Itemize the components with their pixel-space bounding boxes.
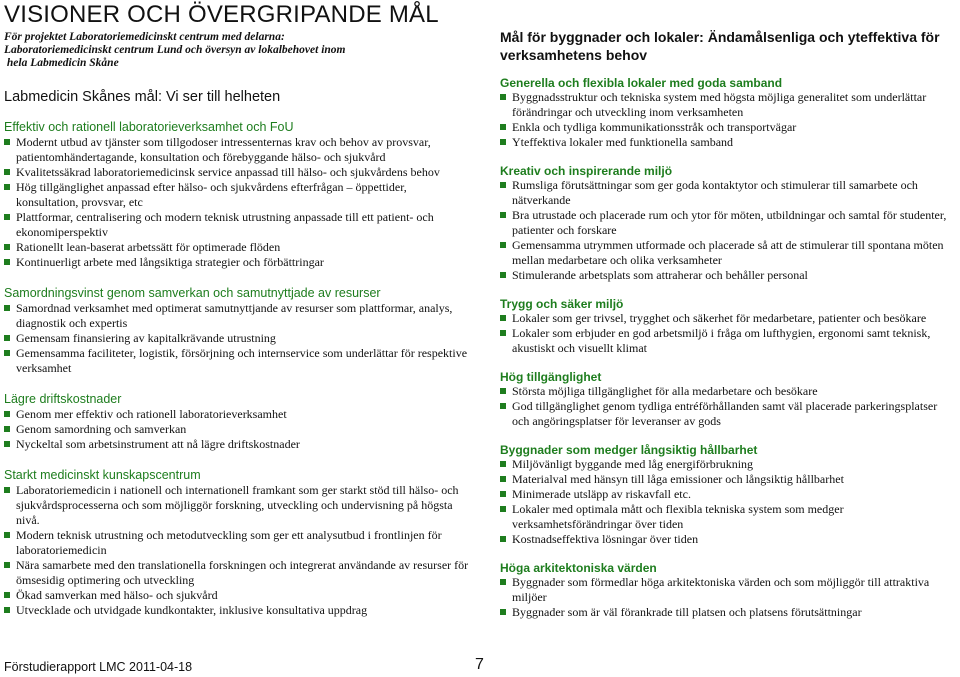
bullet-list [4,301,470,376]
list-item: Kostnadseffektiva lösningar över tiden [500,532,956,547]
list-item: Modern teknisk utrustning och metodutveckling som ger ett analysutbud i frontlinjen för laboratoriemedicin [4,528,470,558]
list-item: Materialval med hänsyn till låga emissioner och långsiktig hållbarhet [500,472,956,487]
left-column [4,88,470,634]
list-item: Rationellt lean-baserat arbetssätt för optimerade flöden [4,240,470,255]
list-item: Rumsliga förutsättningar som ger goda kontaktytor och stimulerar till samarbete och nätverkande [500,178,956,208]
section-heading: Hög tillgänglighet [500,370,602,384]
section-heading: Starkt medicinskt kunskapscentrum [4,468,201,482]
list-item: Hög tillgänglighet anpassad efter hälso- och sjukvårdens efterfrågan – öppettider, konsultation, provsvar, etc [4,180,470,210]
section-kreativ [500,164,956,283]
list-item: Kvalitetssäkrad laboratoriemedicinsk service anpassad till hälso- och sjukvårdens behov [4,165,470,180]
bullet-list [500,457,956,547]
list-item: Lokaler som ger trivsel, trygghet och säkerhet för medarbetare, patienter och besökare [500,311,956,326]
list-item: Samordnad verksamhet med optimerat samutnyttjande av resurser som plattformar, analys, diagnostik och expertis [4,301,470,331]
list-item: Nyckeltal som arbetsinstrument att nå lägre driftskostnader [4,437,470,452]
bullet-list [500,384,956,429]
list-item: Nära samarbete med den translationella forskningen och integrerat användande av resurser för ömsesidig optimering och utveckling [4,558,470,588]
section-effektiv [4,120,470,270]
bullet-list [500,575,956,620]
list-item: Byggnader som förmedlar höga arkitektoniska värden och som möjliggör till attraktiva miljöer [500,575,956,605]
bullet-list [4,407,470,452]
list-item: Ökad samverkan med hälso- och sjukvård [4,588,470,603]
subtitle-line: Laboratoriemedicinskt centrum Lund och översyn av lokalbehovet inom [4,44,346,56]
section-generella [500,76,956,150]
subtitle-line: För projektet Laboratoriemedicinskt centrum med delarna: [4,31,285,43]
list-item: Gemensamma faciliteter, logistik, försörjning och internservice som underlättar för respektive verksamhet [4,346,470,376]
list-item: Lokaler som erbjuder en god arbetsmiljö i fråga om lufthygien, ergonomi samt teknisk, akustiskt och visuellt klimat [500,326,956,356]
bullet-list [500,178,956,283]
bullet-list [4,135,470,270]
section-heading: Byggnader som medger långsiktig hållbarhet [500,443,758,457]
list-item: Modernt utbud av tjänster som tillgodoser intressenternas krav och behov av provsvar, patientomhändertagande, konsultation och förebyggande hälso- och sjukvård [4,135,470,165]
section-arkitektoniska [500,561,956,620]
list-item: Minimerade utsläpp av riskavfall etc. [500,487,956,502]
section-heading: Höga arkitektoniska värden [500,561,657,575]
list-item: Lokaler med optimala mått och flexibla tekniska system som medger verksamhetsförändringar över tiden [500,502,956,532]
list-item: Stimulerande arbetsplats som attraherar och behåller personal [500,268,956,283]
section-heading: Samordningsvinst genom samverkan och samutnyttjade av resurser [4,286,381,300]
right-column [500,28,956,634]
section-hallbarhet [500,443,956,547]
section-heading: Generella och flexibla lokaler med goda samband [500,76,783,90]
page-title: VISIONER OCH ÖVERGRIPANDE MÅL [4,1,439,28]
list-item: Byggnadsstruktur och tekniska system med högsta möjliga generalitet som underlättar förändringar och utveckling inom verksamheten [500,90,956,120]
bullet-list [500,90,956,150]
page-number: 7 [475,656,484,673]
section-samordning [4,286,470,376]
footer-report: Förstudierapport LMC 2011-04-18 [4,660,193,674]
list-item: Yteffektiva lokaler med funktionella samband [500,135,956,150]
section-trygg [500,297,956,356]
left-heading: Labmedicin Skånes mål: Vi ser till helheten [4,89,281,105]
subtitle-line: hela Labmedicin Skåne [4,57,119,69]
list-item: Miljövänligt byggande med låg energiförbrukning [500,457,956,472]
list-item: Gemensamma utrymmen utformade och placerade så att de stimulerar till spontana möten mellan medarbetare och olika verksamheter [500,238,956,268]
list-item: Enkla och tydliga kommunikationsstråk och transportvägar [500,120,956,135]
bullet-list [500,311,956,356]
list-item: Laboratoriemedicin i nationell och internationell framkant som ger starkt stöd till hälso- och sjukvårdsprocesserna och som möjliggör forskning, utveckling och undervisning på högsta nivå. [4,483,470,528]
bullet-list [4,483,470,618]
list-item: Största möjliga tillgänglighet för alla medarbetare och besökare [500,384,956,399]
section-tillganglighet [500,370,956,429]
list-item: Bra utrustade och placerade rum och ytor för möten, utbildningar och samtal för studenter, patienter och forskare [500,208,956,238]
section-kunskapscentrum [4,468,470,618]
section-heading: Lägre driftskostnader [4,392,122,406]
section-driftskostnader [4,392,470,452]
list-item: Utvecklade och utvidgade kundkontakter, inklusive konsultativa uppdrag [4,603,470,618]
section-heading: Effektiv och rationell laboratorieverksamhet och FoU [4,120,294,134]
section-heading: Trygg och säker miljö [500,297,624,311]
list-item: Kontinuerligt arbete med långsiktiga strategier och förbättringar [4,255,470,270]
list-item: Gemensam finansiering av kapitalkrävande utrustning [4,331,470,346]
subtitle [4,31,345,70]
section-heading: Kreativ och inspirerande miljö [500,164,673,178]
list-item: Genom mer effektiv och rationell laboratorieverksamhet [4,407,470,422]
list-item: Byggnader som är väl förankrade till platsen och platsens förutsättningar [500,605,956,620]
list-item: Plattformar, centralisering och modern teknisk utrustning anpassade till ett patient- och ekonomiperspektiv [4,210,470,240]
list-item: Genom samordning och samverkan [4,422,470,437]
list-item: God tillgänglighet genom tydliga entréförhållanden samt väl placerade parkeringsplatser och angöringsplatser för leveranser av gods [500,399,956,429]
right-heading: Mål för byggnader och lokaler: Ändamålsenliga och yteffektiva för verksamhetens behov [500,29,940,63]
